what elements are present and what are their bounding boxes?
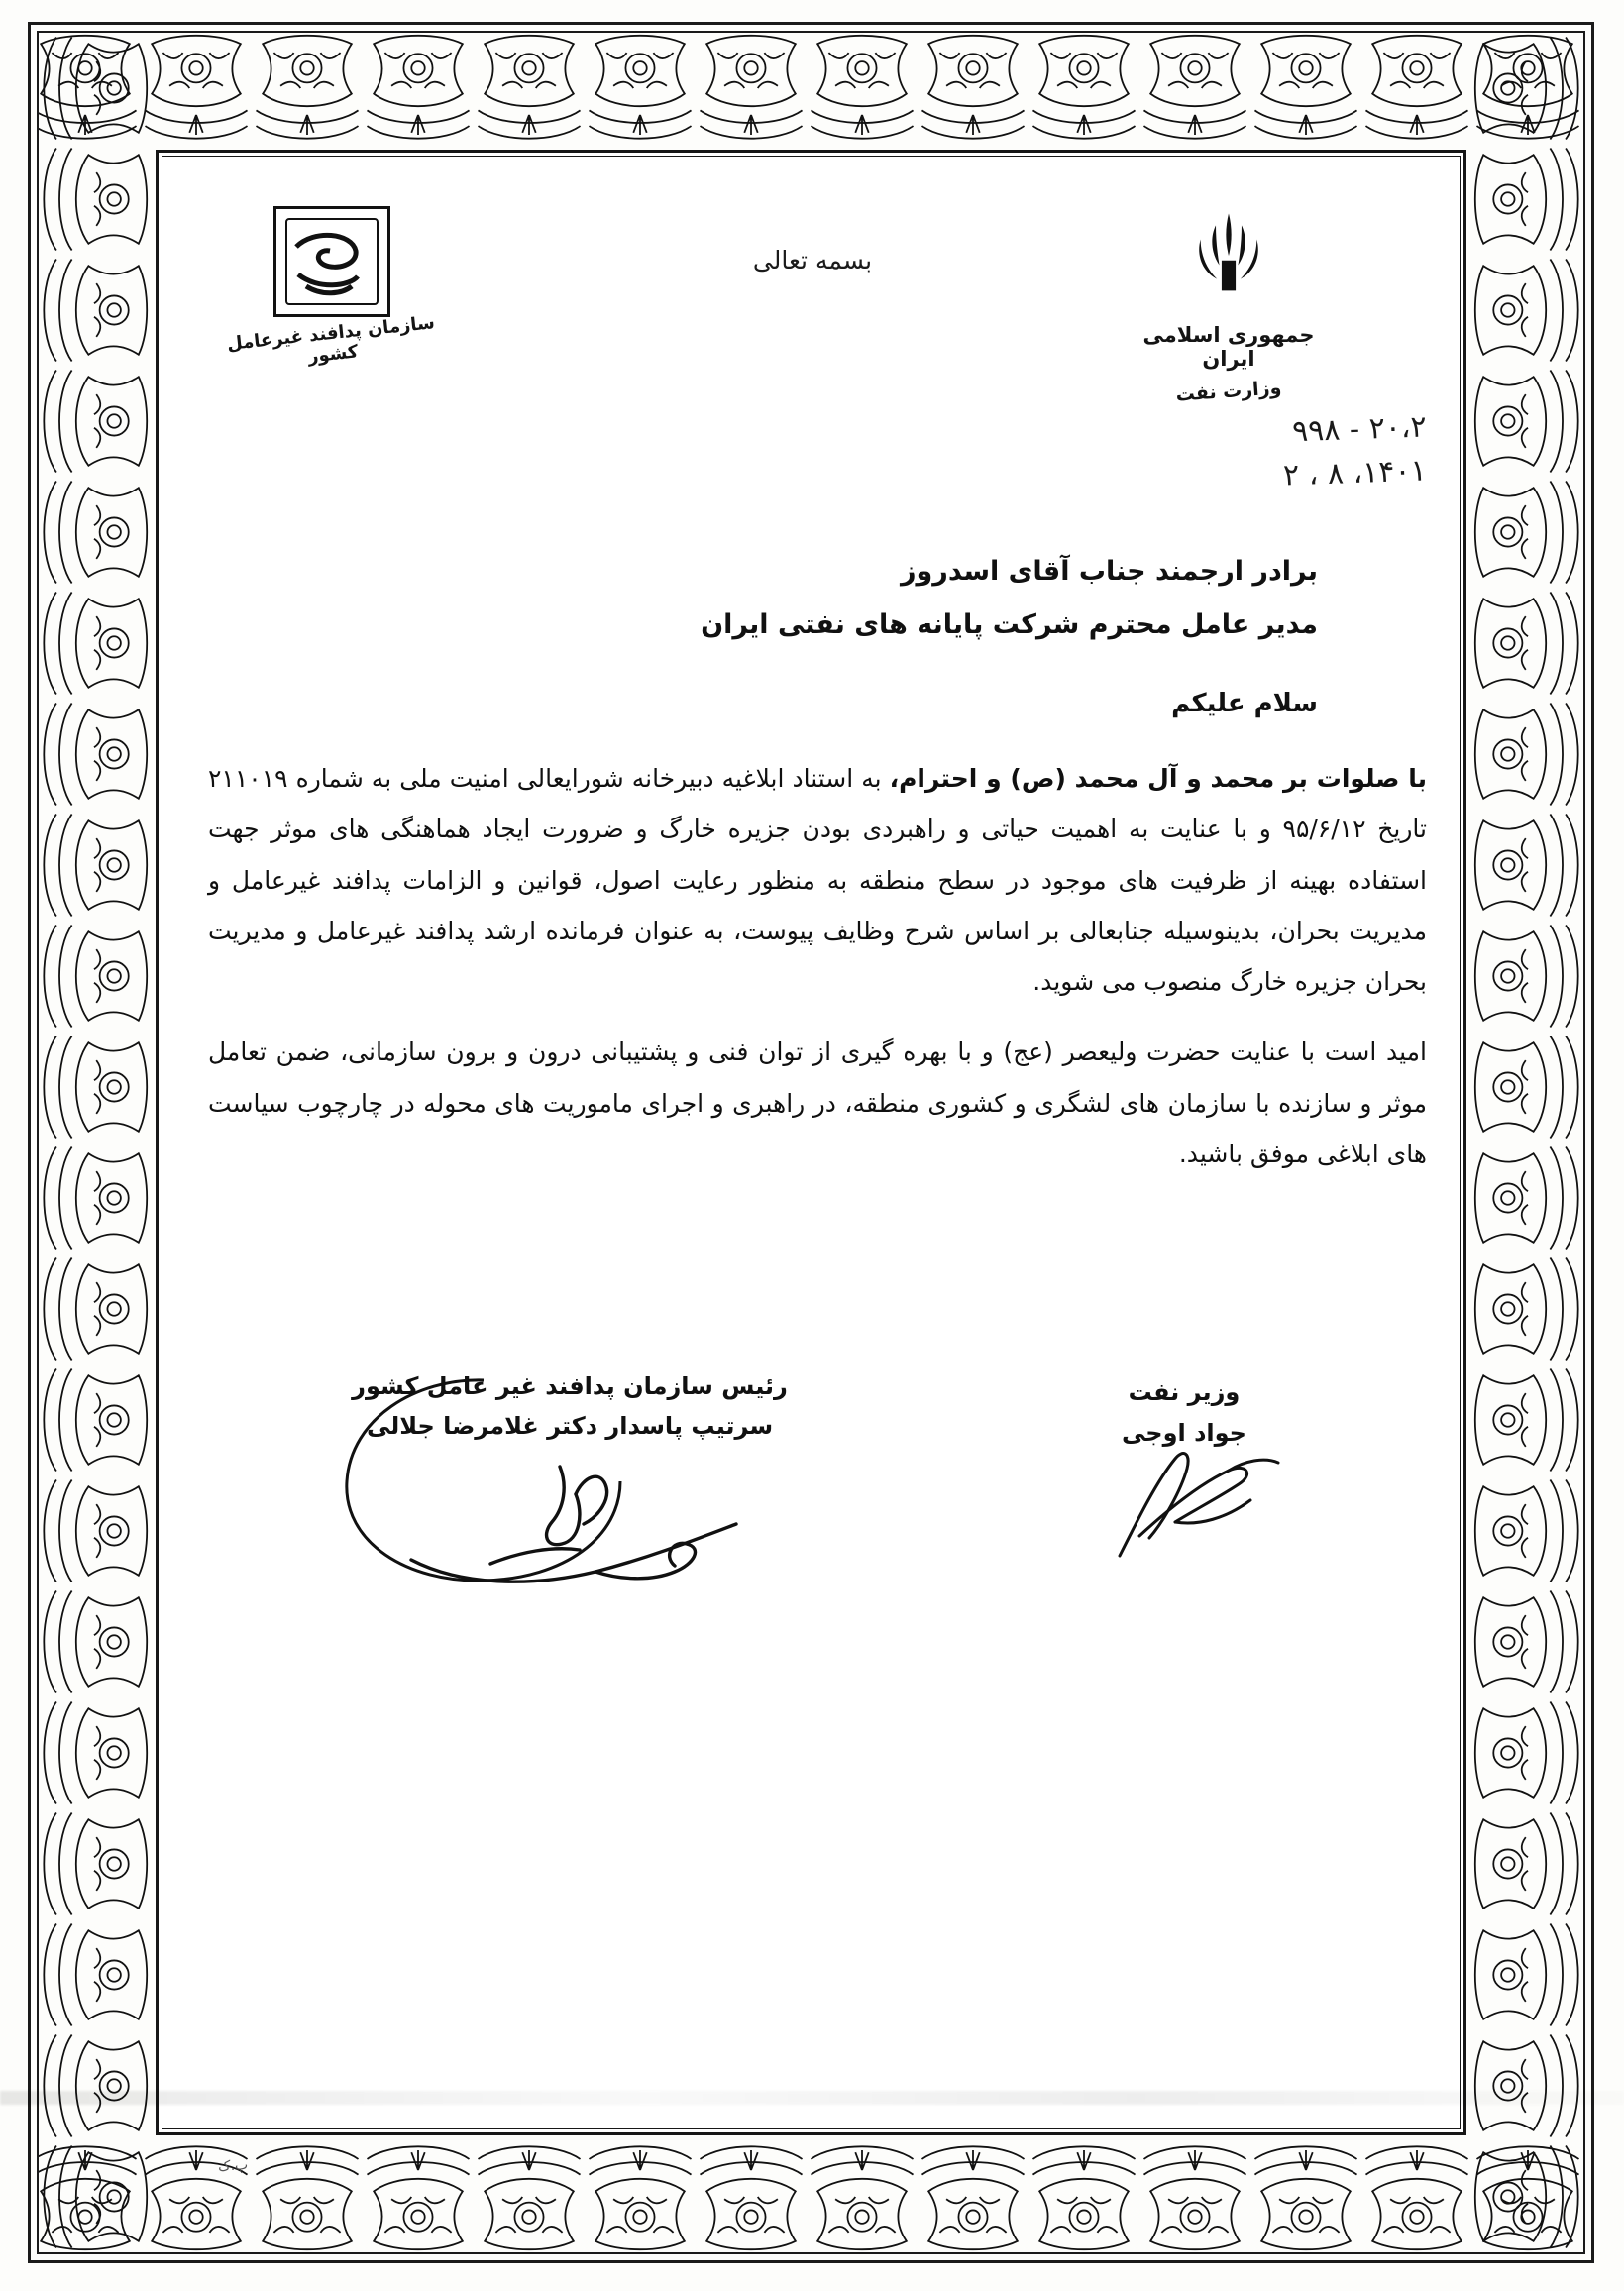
- bismillah-heading: بسمه تعالی: [752, 246, 873, 274]
- addressee-line-2: مدیر عامل محترم شرکت پایانه های نفتی ایران: [701, 609, 1318, 640]
- paragraph-2: [208, 1027, 1427, 1179]
- handwritten-registration: [1283, 408, 1427, 494]
- addressee-block: [327, 545, 1318, 652]
- addressee-line-1: برادر ارجمند جناب آقای اسدروز: [900, 556, 1318, 587]
- paragraph-2-rest: امید است با عنایت حضرت ولیعصر (عج) و با بهره گیری از توان فنی و پشتیبانی درون و برون سازمانی، ضمن تعامل موثر و سازنده با سازمان های لشگری و کشوری منطقه، در راهبری و اجرای ماموریت های محوله در چارچوب سیاست های ابلاغی موفق باشید.: [208, 1037, 1427, 1168]
- handwritten-number: ۲۰،۲ - ۹۹۸: [1291, 409, 1428, 450]
- letter-body: [208, 753, 1427, 1199]
- signature-minister-title: وزیر نفت: [1128, 1378, 1241, 1406]
- official-stamp-outline: [317, 1363, 644, 1600]
- ornament-bottom: [39, 2141, 1583, 2252]
- paragraph-1-lead: با صلوات بر محمد و آل محمد (ص) و احترام،: [889, 764, 1427, 793]
- signature-minister-name: جواد اوجی: [1122, 1418, 1246, 1447]
- passive-defense-logo-icon: [273, 206, 390, 317]
- paragraph-1-rest: به استناد ابلاغیه دبیرخانه شورایعالی امنیت ملی به شماره ۲۱۱۰۱۹ تاریخ ۹۵/۶/۱۲ و با عنایت به اهمیت حیاتی و راهبردی بودن جزیره خارگ و ضرورت ایجاد هماهنگی های موثر جهت استفاده بهینه از ظرفیت های موجود در سطح منطقه به منظور رعایت اصول، قوانین و الزامات پدافند غیرعامل و مدیریت بحران، بدینوسیله جنابعالی بر اساس شرح وظایف پیوست، به عنوان فرمانده ارشد پدافند غیرعامل و مدیریت بحران جزیره خارگ منصوب می شوید.: [208, 764, 1427, 996]
- greeting-text: سلام علیکم: [1171, 689, 1318, 718]
- passive-defense-emblem-block: [218, 206, 446, 368]
- signature-minister-block: [1021, 1372, 1348, 1454]
- iran-emblem-caption-2: وزارت نفت: [1174, 377, 1283, 406]
- signature-pdo-title: رئیس سازمان پدافند غیر عامل کشور: [352, 1372, 788, 1400]
- ornament-right: [1472, 33, 1583, 2252]
- letter-content: [159, 149, 1466, 2176]
- scan-artifact: [0, 2091, 1624, 2105]
- paragraph-1: [208, 753, 1427, 1007]
- passive-defense-emblem-caption: سازمان پدافند غیرعامل کشور: [226, 312, 436, 368]
- iran-emblem-icon: [1120, 208, 1338, 321]
- iran-emblem-block: [1120, 208, 1338, 406]
- iran-emblem-caption-1: جمهوری اسلامی ایران: [1142, 323, 1315, 371]
- ornament-top: [39, 33, 1583, 144]
- ornament-left: [39, 33, 150, 2252]
- signature-pdo-name: سرتیپ پاسدار دکتر غلامرضا جلالی: [366, 1411, 774, 1440]
- footer-mark: پ.ک: [217, 2156, 249, 2176]
- handwritten-date: ۱۴۰۱، ۸ ، ۲: [1282, 452, 1428, 493]
